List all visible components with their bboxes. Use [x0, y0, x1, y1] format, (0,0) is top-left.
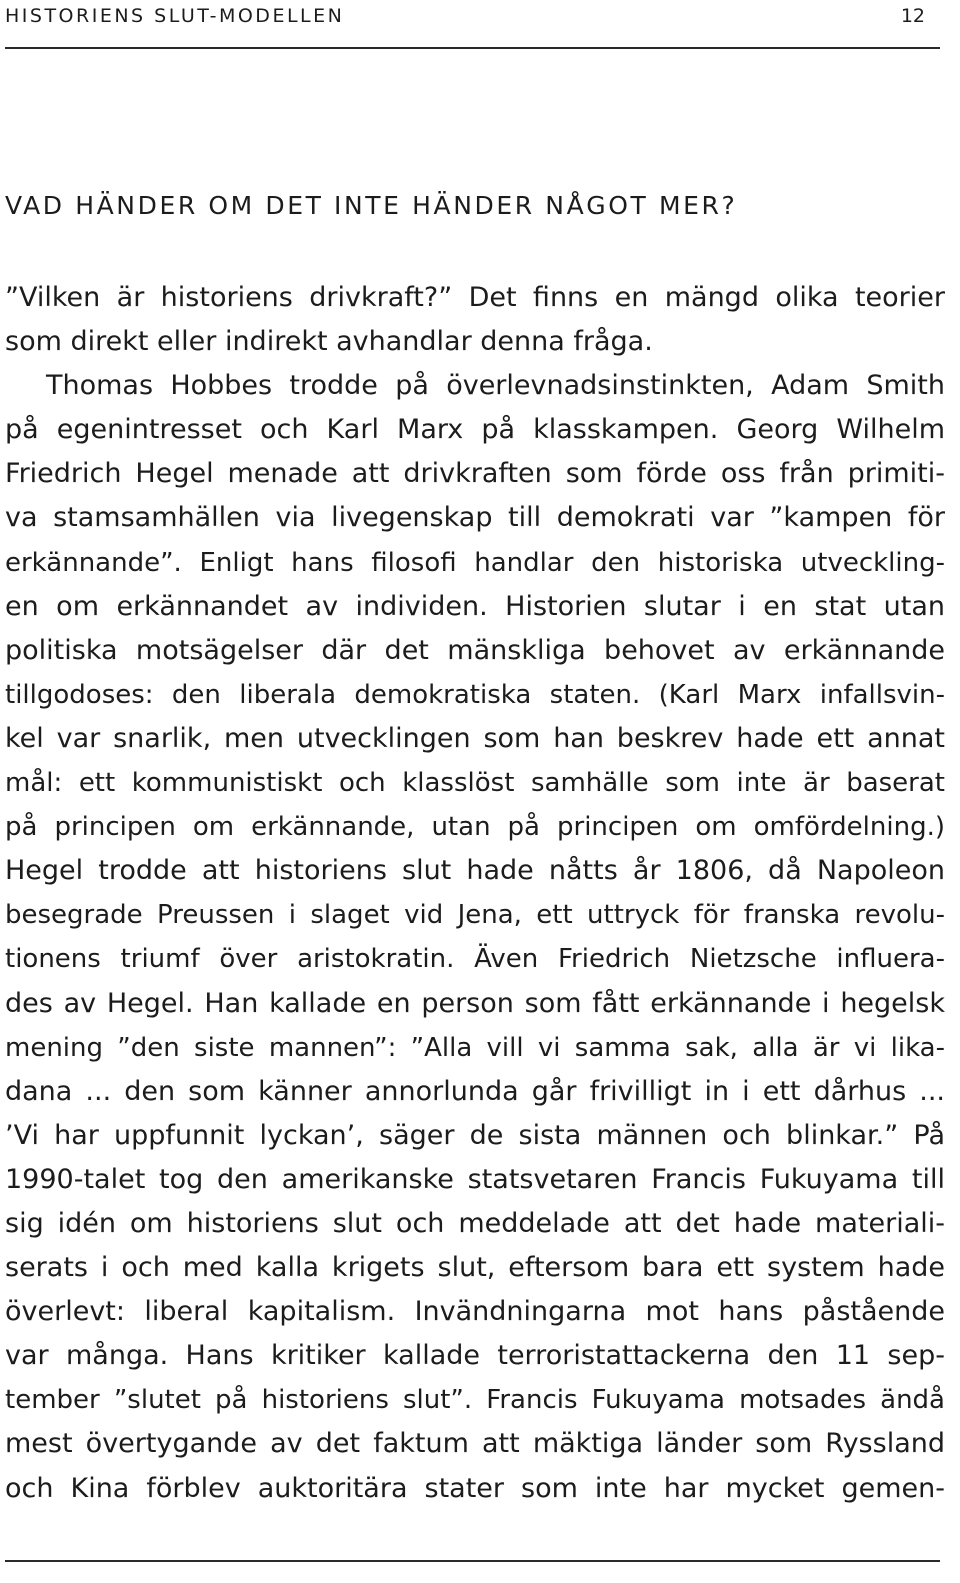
text-line: politiska motsägelser där det mänskliga behovet av erkännande: [5, 634, 945, 666]
text-line: Hegel trodde att historiens slut hade nåtts år 1806, då Napoleon: [5, 855, 945, 887]
text-line: Friedrich Hegel menade att drivkraften som förde oss från primiti-: [5, 458, 945, 490]
text-line: serats i och med kalla krigets slut, eftersom bara ett system hade: [5, 1252, 945, 1284]
text-line: dana ... den som känner annorlunda går frivilligt in i ett dårhus ...: [5, 1075, 945, 1107]
body-paragraph: [5, 276, 945, 1511]
text-line: tionens triumf över aristokratin. Även Friedrich Nietzsche influera-: [5, 944, 945, 975]
text-line: 1990-talet tog den amerikanske statsvetaren Francis Fukuyama till: [5, 1163, 945, 1195]
text-line: Thomas Hobbes trodde på överlevnadsinstinkten, Adam Smith: [46, 370, 945, 402]
text-line: mål: ett kommunistiskt och klasslöst samhälle som inte är baserat: [5, 768, 945, 799]
running-header: [5, 2, 925, 30]
text-line: ’Vi har uppfunnit lyckan’, säger de sista männen och blinkar.” På: [5, 1119, 945, 1151]
text-line: mest övertygande av det faktum att mäktiga länder som Ryssland: [5, 1428, 945, 1460]
text-line: mening ”den siste mannen”: ”Alla vill vi samma sak, alla är vi lika-: [5, 1032, 945, 1063]
text-line: sig idén om historiens slut och meddelade att det hade materiali-: [5, 1207, 945, 1239]
text-line: tillgodoses: den liberala demokratiska staten. (Karl Marx infallsvin-: [5, 679, 945, 710]
text-line: på egenintresset och Karl Marx på klasskampen. Georg Wilhelm: [5, 414, 945, 446]
section-heading: VAD HÄNDER OM DET INTE HÄNDER NÅGOT MER?: [5, 191, 738, 220]
text-line: och Kina förblev auktoritära stater som inte har mycket gemen-: [5, 1472, 945, 1504]
text-line: kel var snarlik, men utvecklingen som han beskrev hade ett annat: [5, 722, 945, 754]
footer-rule: [5, 1560, 940, 1562]
text-line: erkännande”. Enligt hans filosofi handlar den historiska utveckling-: [5, 547, 945, 578]
text-line: va stamsamhällen via livegenskap till demokrati var ”kampen för: [5, 502, 945, 534]
running-title: HISTORIENS SLUT-MODELLEN: [5, 5, 345, 27]
text-line: ”Vilken är historiens drivkraft?” Det finns en mängd olika teorier: [5, 282, 945, 313]
page-number: 12: [900, 5, 925, 27]
text-line: överlevt: liberal kapitalism. Invändningarna mot hans påstående: [5, 1296, 945, 1328]
text-line: på principen om erkännande, utan på principen om omfördelning.): [5, 812, 945, 843]
header-rule: [5, 47, 940, 49]
text-line: som direkt eller indirekt avhandlar denna fråga.: [5, 326, 653, 358]
text-line: var många. Hans kritiker kallade terroristattackerna den 11 sep-: [5, 1340, 945, 1372]
text-line: tember ”slutet på historiens slut”. Francis Fukuyama motsades ändå: [5, 1385, 945, 1416]
text-line: des av Hegel. Han kallade en person som fått erkännande i hegelsk: [5, 987, 945, 1019]
text-line: en om erkännandet av individen. Historien slutar i en stat utan: [5, 590, 945, 622]
text-line: besegrade Preussen i slaget vid Jena, ett uttryck för franska revolu-: [5, 900, 945, 931]
